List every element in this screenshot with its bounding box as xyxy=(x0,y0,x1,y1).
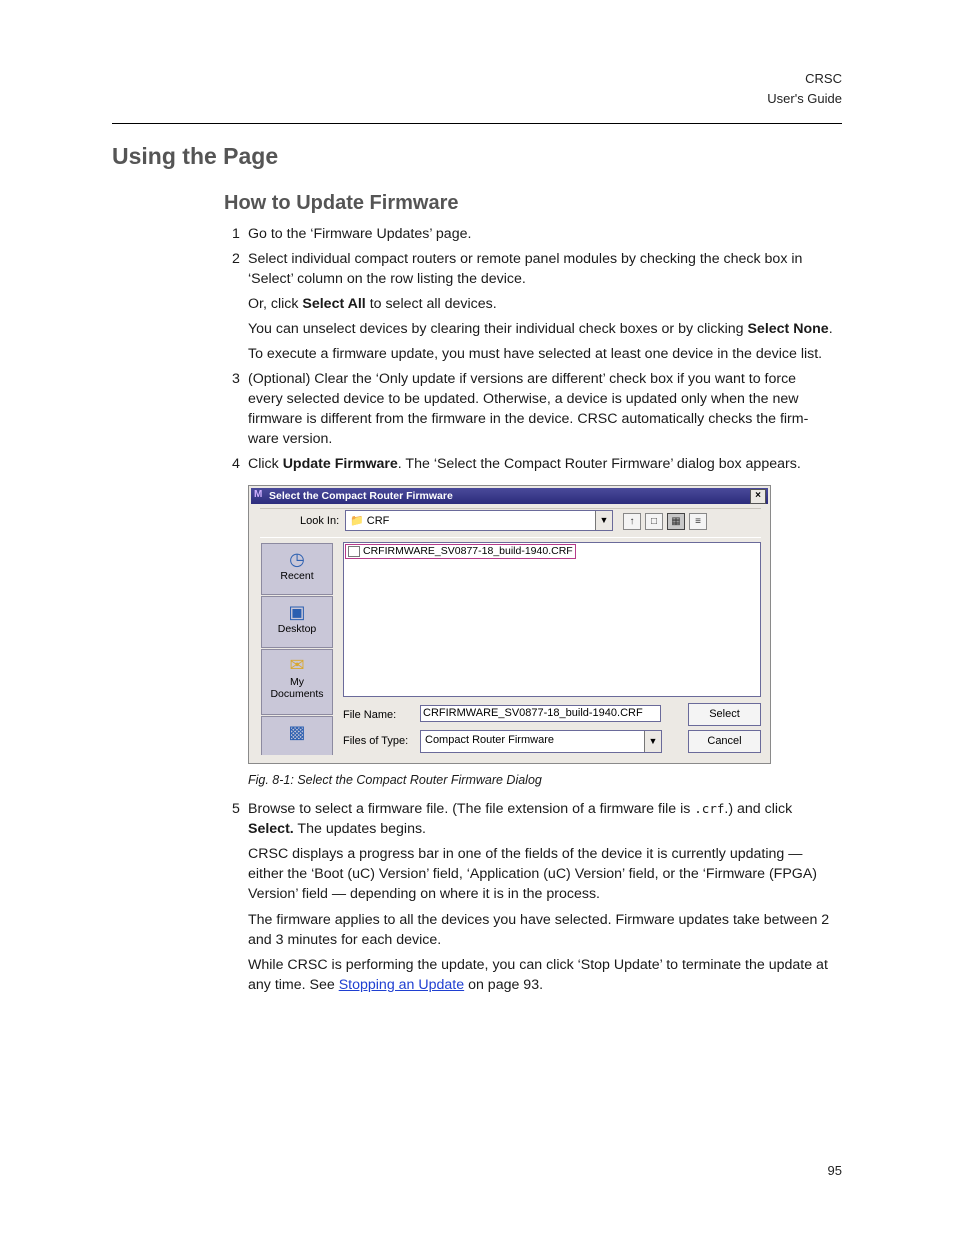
place-recent[interactable] xyxy=(261,543,333,595)
text-line: and 3 minutes for each device. xyxy=(248,932,442,948)
step-1-text: Go to the ‘Firmware Updates’ page. xyxy=(248,226,472,242)
select-none-term: Select None xyxy=(747,321,829,337)
step-5-number: 5 xyxy=(232,801,240,817)
subsection-title: How to Update Firmware xyxy=(224,192,459,214)
text-run: . The ‘Select the Compact Router Firmware’ dialog box appears. xyxy=(397,456,801,472)
step-3-number: 3 xyxy=(232,371,240,387)
text-run: any time. See xyxy=(248,977,339,993)
step-3-text xyxy=(248,369,844,449)
up-folder-icon[interactable]: ↑ xyxy=(623,513,641,530)
place-my-documents[interactable] xyxy=(261,649,333,715)
file-name-input[interactable]: CRFIRMWARE_SV0877-18_build-1940.CRF xyxy=(420,705,661,722)
header-rule xyxy=(112,123,842,124)
step-5-applies-note xyxy=(248,910,844,950)
select-button[interactable]: Select xyxy=(688,703,761,726)
close-button[interactable]: × xyxy=(750,489,766,504)
step-2-line: ‘Select’ column on the row listing the device. xyxy=(248,271,526,287)
text-run: Browse to select a firmware file. (The file extension of a firmware file is xyxy=(248,801,695,817)
step-4-number: 4 xyxy=(232,456,240,472)
step-5-text xyxy=(248,799,844,839)
firmware-dialog xyxy=(248,485,771,764)
step-2-unselect xyxy=(248,319,844,339)
figure-caption: Fig. 8-1: Select the Compact Router Firmware Dialog xyxy=(248,773,542,787)
step-3-line: firmware is different from the firmware in the device. CRSC automatically checks the firm- xyxy=(248,411,809,427)
text-line: While CRSC is performing the update, you can click ‘Stop Update’ to terminate the update at xyxy=(248,957,828,973)
new-folder-icon[interactable]: □ xyxy=(645,513,663,530)
step-3-line: ware version. xyxy=(248,431,333,447)
text-run: on page 93. xyxy=(464,977,544,993)
step-3-line: (Optional) Clear the ‘Only update if versions are different’ check box if you want to force xyxy=(248,371,797,387)
text-line: Version’ field — depending on where it is in the process. xyxy=(248,886,600,902)
file-item[interactable] xyxy=(345,544,576,559)
text-line: either the ‘Boot (uC) Version’ field, ‘Application (uC) Version’ field, or the ‘Firmware (FPGA) xyxy=(248,866,818,882)
text-run: Click xyxy=(248,456,283,472)
look-in-text: CRF xyxy=(366,515,390,527)
step-5-stop-note xyxy=(248,955,844,995)
file-item-name: CRFIRMWARE_SV0877-18_build-1940.CRF xyxy=(363,545,573,557)
chevron-down-icon[interactable]: ▼ xyxy=(595,511,612,530)
step-5-line xyxy=(248,819,844,839)
look-in-label: Look In: xyxy=(300,515,340,527)
places-bar xyxy=(261,543,335,755)
place-label: Recent xyxy=(280,570,314,582)
text-run: .) and click xyxy=(724,801,793,817)
step-2-select-all xyxy=(248,294,844,314)
place-computer[interactable] xyxy=(261,716,333,755)
text-line: The firmware applies to all the devices you have selected. Firmware updates take between 2 xyxy=(248,912,830,928)
dialog-title-bar xyxy=(251,488,768,504)
computer-icon: ▩ xyxy=(288,722,306,742)
step-2-execute-note: To execute a firmware update, you must have selected at least one device in the device list. xyxy=(248,346,823,362)
step-4-text xyxy=(248,454,844,474)
file-icon xyxy=(348,546,360,557)
stopping-an-update-link[interactable]: Stopping an Update xyxy=(338,977,465,993)
look-in-value xyxy=(350,514,389,527)
step-2-text xyxy=(248,249,844,289)
step-5-progress-note xyxy=(248,844,844,904)
step-5-line xyxy=(248,799,844,819)
update-firmware-term: Update Firmware xyxy=(282,456,398,472)
select-all-term: Select All xyxy=(302,296,366,312)
place-label: My Documents xyxy=(270,676,324,700)
cancel-button[interactable]: Cancel xyxy=(688,730,761,753)
files-of-type-value: Compact Router Firmware xyxy=(425,734,554,746)
text-line xyxy=(248,975,844,995)
dialog-title: Select the Compact Router Firmware xyxy=(269,490,453,502)
step-3-line: every selected device to be updated. Otherwise, a device is updated only when the new xyxy=(248,391,799,407)
files-of-type-combo[interactable] xyxy=(420,730,662,753)
file-list[interactable] xyxy=(343,542,761,697)
text-run: You can unselect devices by clearing their individual check boxes or by clicking xyxy=(248,321,748,337)
text-line: CRSC displays a progress bar in one of the fields of the device it is currently updating — xyxy=(248,846,803,862)
select-term: Select. xyxy=(248,821,294,837)
place-label: Desktop xyxy=(277,623,317,635)
step-2-line: Select individual compact routers or remote panel modules by checking the check box in xyxy=(248,251,803,267)
text-run: . xyxy=(828,321,833,337)
file-name-label: File Name: xyxy=(343,709,397,721)
details-view-icon[interactable]: ≡ xyxy=(689,513,707,530)
section-title: Using the Page xyxy=(112,143,279,169)
step-1-number: 1 xyxy=(232,226,240,242)
files-of-type-label: Files of Type: xyxy=(343,735,409,747)
text-run: to select all devices. xyxy=(365,296,497,312)
documents-folder-icon: ✉ xyxy=(289,655,305,675)
file-extension-code: .crf xyxy=(694,801,725,816)
chevron-down-icon[interactable]: ▼ xyxy=(644,731,661,752)
text-run: The updates begins. xyxy=(293,821,427,837)
header-product: CRSC xyxy=(805,71,842,86)
look-in-combo[interactable] xyxy=(345,510,613,531)
clock-icon: ◷ xyxy=(289,549,305,569)
list-view-icon[interactable]: ▦ xyxy=(667,513,685,530)
place-desktop[interactable] xyxy=(261,596,333,648)
page-number: 95 xyxy=(827,1163,842,1178)
folder-icon: 📁 xyxy=(350,515,364,527)
app-logo-icon: M xyxy=(254,489,263,500)
text-run: Or, click xyxy=(248,296,303,312)
header-guide: User's Guide xyxy=(767,91,842,106)
step-2-number: 2 xyxy=(232,251,240,267)
desktop-icon: ▣ xyxy=(288,602,306,622)
